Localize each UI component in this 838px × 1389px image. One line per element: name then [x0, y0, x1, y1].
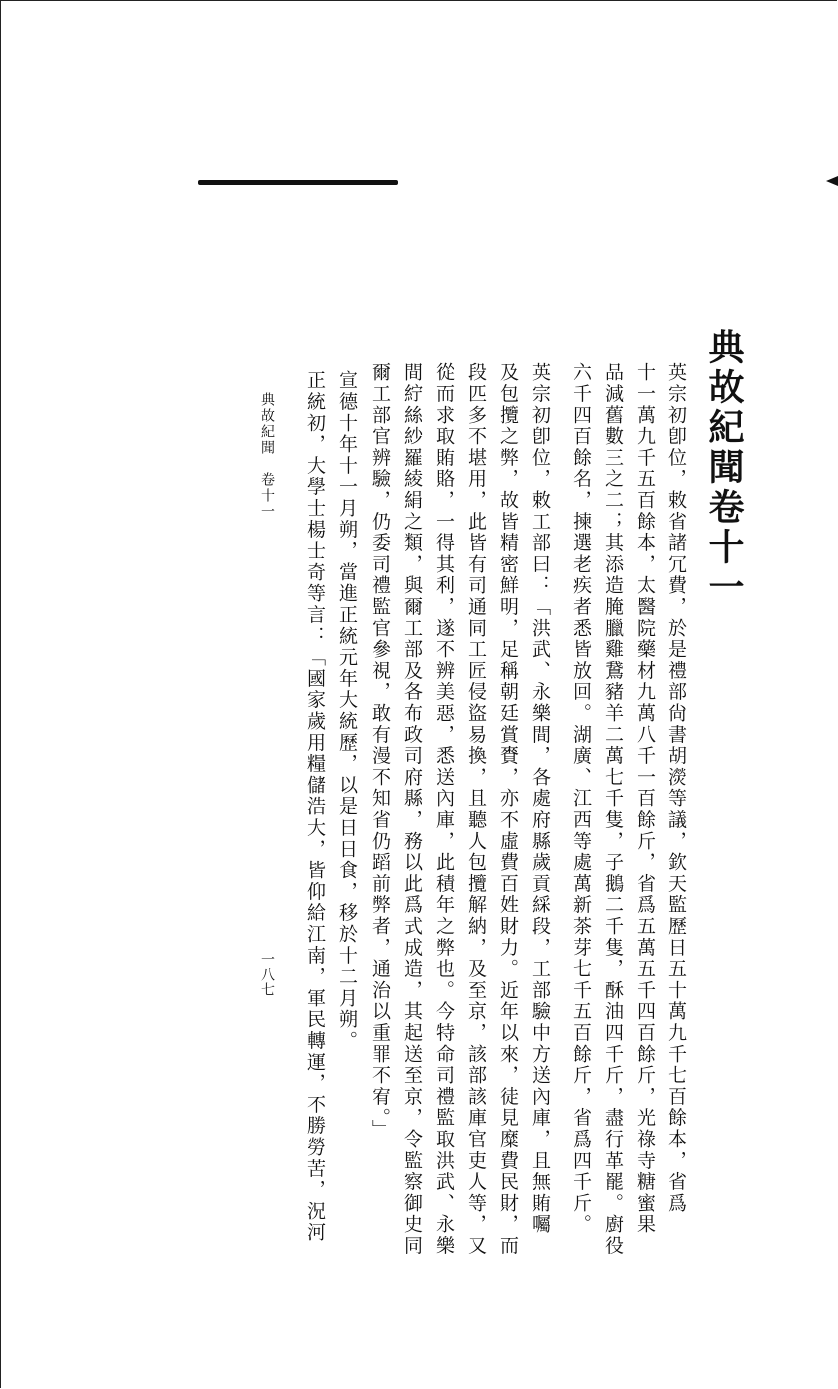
text-column-4: 六千四百餘名，揀選老疾者悉皆放回。湖廣、江西等處萬新茶芽七千五百餘斤，省爲四千斤。 — [570, 362, 592, 1236]
text-column-2: 十一萬九千五百餘本，太醫院藥材九萬八千一百餘斤，省爲五萬五千四百餘斤，光祿寺糖蜜果 — [634, 362, 656, 1236]
text-column-10: 爾工部官辨驗，仍委司禮監官參視，敢有漫不知省仍蹈前弊者，通治以重罪不宥。」 — [369, 362, 391, 1141]
text-column-3: 品減舊數三之二；其添造腌臘雞鵞豬羊二萬七千隻，子鵝二千隻，酥油四千斤，盡行革罷。廚役 — [602, 362, 624, 1257]
top-rule — [198, 180, 398, 185]
page-number: 一八七 — [259, 952, 275, 997]
page-title: 典故紀聞卷十一 — [703, 328, 745, 608]
running-title: 典故紀聞 卷十一 — [259, 392, 275, 520]
text-column-8: 從而求取賄賂，一得其利，遂不辨美惡，悉送內庫，此積年之弊也。今特命司禮監取洪武、永樂 — [433, 362, 455, 1257]
text-column-9: 間紵絲紗羅綾絹之類，與爾工部及各布政司府縣，務以此爲式成造，其起送至京，令監察御史同 — [401, 362, 423, 1257]
text-column-5: 英宗初卽位，敕工部曰：「洪武、永樂間，各處府縣歲貢綵段，工部驗中方送內庫，且無賄囑 — [529, 362, 551, 1236]
text-column-7: 段匹多不堪用，此皆有司通同工匠侵盜易換，且聽人包攬解納，及至京，該部該庫官吏人等，又 — [465, 362, 487, 1257]
text-column-6: 及包攬之弊，故皆精密鮮明，足稱朝廷賞賚，亦不虛費百姓財力。近年以來，徒見糜費民財，而 — [497, 362, 519, 1257]
text-column-12: 正統初，大學士楊士奇等言：「國家歲用糧儲浩大，皆仰給江南，軍民轉運，不勝勞苦，況河 — [304, 370, 326, 1244]
text-column-1: 英宗初卽位，敕省諸冗費，於是禮部尙書胡濙等議，欽天監歷日五十萬九千七百餘本，省爲 — [665, 362, 687, 1214]
text-column-11: 宣德十年十一月朔，當進正統元年大統歷，以是日日食，移於十二月朔。 — [336, 370, 358, 1052]
corner-mark — [826, 176, 838, 186]
